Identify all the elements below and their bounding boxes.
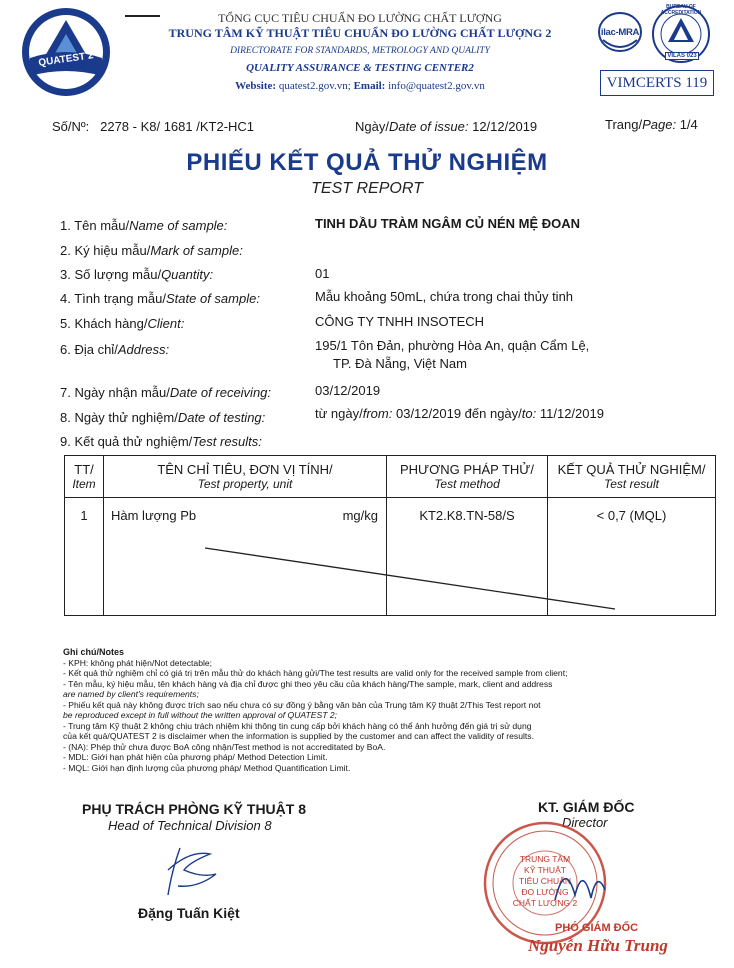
right-signatory-title: KT. GIÁM ĐỐC — [538, 799, 635, 815]
note-line: - (NA): Phép thử chưa được BoA công nhận/Test method is not accreditated by BoA. — [63, 741, 386, 752]
left-signatory-name: Đặng Tuấn Kiệt — [138, 905, 240, 921]
right-signatory-role: PHÓ GIÁM ĐỐC — [555, 922, 639, 934]
logo-text: QUATEST 2 — [37, 50, 95, 69]
note-line: - Kết quả thử nghiệm chỉ có giá trị trên mẫu thử do khách hàng gửi/The test results are valid only for the received sample from client; — [63, 668, 568, 678]
note-line: - Trung tâm Kỹ thuật 2 không chịu trách nhiệm khi thông tin cung cấp bởi khách hàng có thể ảnh hưởng đến giá trị sử dụng — [63, 720, 532, 731]
field-value-client: CÔNG TY TNHH INSOTECH — [315, 314, 485, 329]
report-title: PHIẾU KẾT QUẢ THỬ NGHIỆM — [186, 149, 548, 176]
field-label-receiving: 7. Ngày nhận mẫu/Date of receiving: — [60, 385, 272, 400]
field-label-state: 4. Tình trạng mẫu/State of sample: — [60, 291, 260, 306]
right-signatory-subtitle: Director — [562, 815, 608, 830]
field-label-quantity: 3. Số lượng mẫu/Quantity: — [60, 267, 214, 282]
vilas-text: VILAS 023 — [665, 52, 699, 60]
email-link[interactable]: info@quatest2.gov.vn — [388, 80, 485, 92]
page-label-en: Page: — [642, 117, 677, 132]
left-signatory-title: PHỤ TRÁCH PHÒNG KỸ THUẬT 8 — [82, 801, 307, 817]
field-label-results: 9. Kết quả thử nghiệm/Test results: — [60, 434, 262, 449]
email-label: Email: — [353, 80, 386, 92]
boa-text: BUREAU OF ACCREDITATION — [660, 4, 702, 16]
right-signatory-name: Nguyễn Hữu Trung — [528, 936, 668, 955]
org-line-1: TỔNG CỤC TIÊU CHUẨN ĐO LƯỜNG CHẤT LƯỢNG — [218, 11, 502, 25]
field-label-client: 5. Khách hàng/Client: — [60, 316, 185, 331]
field-value-testing: từ ngày/from: 03/12/2019 đến ngày/to: 11/12/2019 — [315, 406, 604, 421]
page-number: 1/4 — [679, 117, 698, 132]
field-value-address-line1: 195/1 Tôn Đản, phường Hòa An, quận Cẩm Lệ, — [315, 338, 590, 353]
note-line: - MDL: Giới hạn phát hiện của phương pháp/ Method Detection Limit. — [63, 752, 328, 762]
report-number-label: Số/Nº: — [52, 119, 90, 134]
org-line-2: TRUNG TÂM KỸ THUẬT TIÊU CHUẨN ĐO LƯỜNG CHẤT LƯỢNG 2 — [168, 26, 552, 40]
page-label: Trang/ — [605, 117, 643, 132]
org-line-4: QUALITY ASSURANCE & TESTING CENTER2 — [246, 62, 474, 74]
notes-section — [63, 647, 567, 773]
note-line: - Phiếu kết quả này không được trích sao nếu chưa có sự đồng ý bằng văn bản của Trung tâm Kỹ thuật 2/This Test report not — [63, 699, 541, 710]
header-item: TT/ Item — [65, 456, 104, 498]
field-value-name: TINH DẦU TRÀM NGÂM CỦ NÉN MỆ ĐOAN — [315, 216, 581, 231]
notes-title: Ghi chú/Notes — [63, 647, 125, 657]
website-label: Website: — [235, 80, 277, 92]
seal-text: TRUNG TÂM KỸ THUẬT TIÊU CHUẨN ĐO LƯỜNG CHẤT LƯỢNG 2 — [512, 854, 578, 908]
note-line: của kết quả/QUATEST 2 is disclaimer when the information is supplied by the customer and can affect the validity of results. — [63, 731, 534, 741]
field-label-name: 1. Tên mẫu/Name of sample: — [60, 218, 228, 233]
header-result: KẾT QUẢ THỬ NGHIỆM/ Test result — [548, 456, 716, 498]
field-value-address-line2: TP. Đà Nẵng, Việt Nam — [333, 356, 467, 371]
cell-property-unit: mg/kg — [342, 508, 378, 523]
note-line: are named by client's requirements; — [63, 689, 199, 699]
website-link[interactable]: quatest2.gov.vn; — [278, 80, 351, 92]
vimcerts-badge: VIMCERTS 119 — [600, 70, 714, 96]
org-line-3: DIRECTORATE FOR STANDARDS, METROLOGY AND QUALITY — [230, 46, 490, 56]
issue-date: 12/12/2019 — [472, 119, 538, 134]
left-signature — [150, 840, 230, 900]
field-label-testing: 8. Ngày thử nghiệm/Date of testing: — [60, 410, 266, 425]
cell-item: 1 — [65, 498, 104, 616]
field-label-mark: 2. Ký hiệu mẫu/Mark of sample: — [60, 243, 243, 258]
field-value-quantity: 01 — [315, 266, 330, 281]
header-method: PHƯƠNG PHÁP THỬ/ Test method — [387, 456, 548, 498]
cell-property-name: Hàm lượng Pb — [111, 508, 197, 523]
issue-date-label-en: Date of issue: — [388, 119, 469, 134]
cell-method: KT2.K8.TN-58/S — [387, 498, 548, 616]
right-signature — [545, 850, 615, 920]
cell-result: < 0,7 (MQL) — [548, 498, 716, 616]
note-line: - KPH: không phát hiện/Not detectable; — [63, 657, 213, 668]
report-number: 2278 - K8/ 1681 /KT2-HC1 — [100, 119, 255, 134]
issue-date-label: Ngày/ — [355, 119, 389, 134]
field-value-receiving: 03/12/2019 — [315, 383, 381, 398]
note-line: - MQL: Giới hạn định lượng của phương pháp/ Method Quantification Limit. — [63, 762, 351, 773]
report-subtitle: TEST REPORT — [311, 180, 423, 197]
field-value-state: Mẫu khoảng 50mL, chứa trong chai thủy tinh — [315, 289, 574, 304]
ilac-text: ilac-MRA — [600, 27, 640, 38]
field-label-address: 6. Địa chỉ/Address: — [60, 342, 170, 357]
note-line: be reproduced except in full without the written approval of QUATEST 2; — [63, 710, 338, 720]
header-property: TÊN CHỈ TIÊU, ĐƠN VỊ TÍNH/ Test property, unit — [104, 456, 387, 498]
note-line: - Tên mẫu, ký hiệu mẫu, tên khách hàng và địa chỉ được ghi theo yêu cầu của khách hàng/The sample, mark, client and address — [63, 678, 553, 689]
left-signatory-subtitle: Head of Technical Division 8 — [108, 818, 272, 833]
